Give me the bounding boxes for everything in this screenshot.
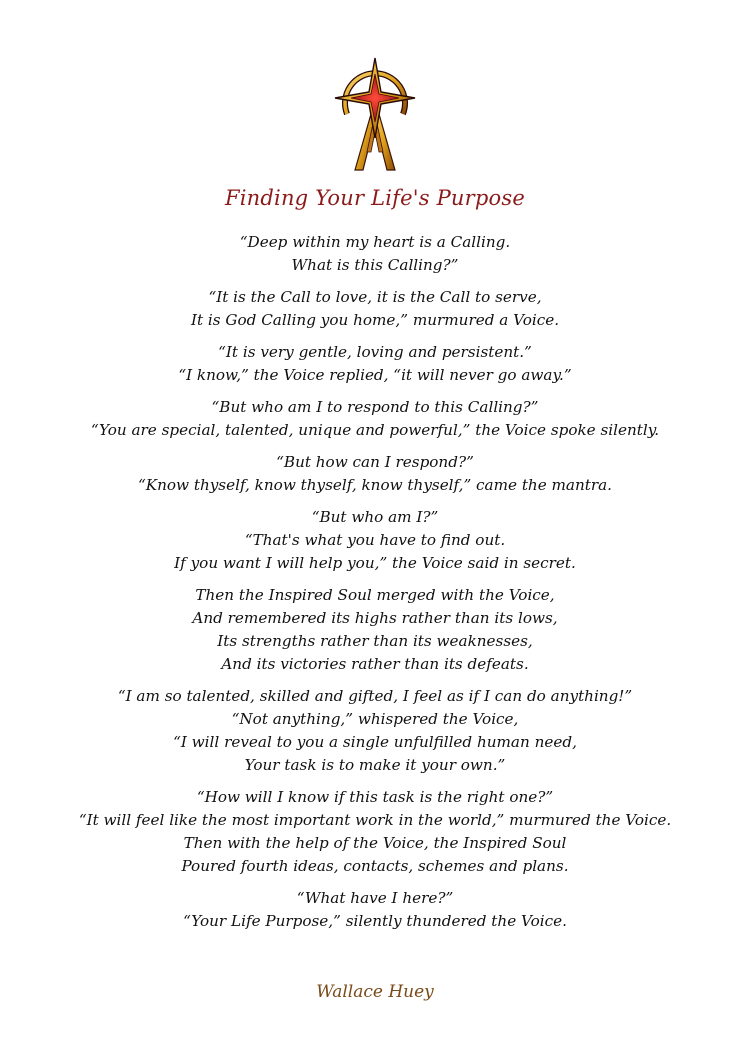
poem-stanza <box>0 286 750 332</box>
poem-line: Its strengths rather than its weaknesses, <box>217 632 533 650</box>
poem-stanza <box>0 341 750 387</box>
poem-line: Poured fourth ideas, contacts, schemes and plans. <box>181 857 569 875</box>
poem-line: “It is the Call to love, it is the Call to serve, <box>208 288 542 306</box>
poem-stanza <box>0 685 750 777</box>
poem-line: “What have I here?” <box>296 889 454 907</box>
poem-line: And its victories rather than its defeats. <box>221 655 529 673</box>
star-emblem-icon <box>325 52 425 174</box>
poem-line: “I am so talented, skilled and gifted, I feel as if I can do anything!” <box>117 687 633 705</box>
poem-stanza <box>0 786 750 878</box>
poem-line: “Deep within my heart is a Calling. <box>239 233 511 251</box>
poem-line: Your task is to make it your own.” <box>244 756 506 774</box>
poem-line: Then the Inspired Soul merged with the Voice, <box>195 586 555 604</box>
poem-line: “Your Life Purpose,” silently thundered the Voice. <box>183 912 567 930</box>
author-signature: Wallace Huey <box>316 982 434 1002</box>
poem-line: “But who am I to respond to this Calling?” <box>211 398 539 416</box>
poem-line: “It will feel like the most important work in the world,” murmured the Voice. <box>78 811 672 829</box>
poem-line: “I know,” the Voice replied, “it will never go away.” <box>178 366 572 384</box>
poem-line: “You are special, talented, unique and powerful,” the Voice spoke silently. <box>90 421 660 439</box>
poem-stanza <box>0 396 750 442</box>
poem-stanza <box>0 887 750 933</box>
poem-stanza <box>0 231 750 277</box>
poem-stanza <box>0 451 750 497</box>
poem-line: “It is very gentle, loving and persistent.” <box>218 343 532 361</box>
poem-line: “That's what you have to find out. <box>244 531 506 549</box>
poem-line: If you want I will help you,” the Voice said in secret. <box>174 554 576 572</box>
poem-line: It is God Calling you home,” murmured a Voice. <box>190 311 560 329</box>
poem-stanza <box>0 506 750 575</box>
poem-stanza <box>0 584 750 676</box>
poem-line: Then with the help of the Voice, the Inspired Soul <box>183 834 567 852</box>
poem-body <box>0 231 750 942</box>
poem-line: “How will I know if this task is the right one?” <box>196 788 554 806</box>
poem-line: “Know thyself, know thyself, know thyself,” came the mantra. <box>137 476 612 494</box>
poem-line: “I will reveal to you a single unfulfilled human need, <box>173 733 577 751</box>
poem-title: Finding Your Life's Purpose <box>224 186 525 210</box>
poem-line: “But how can I respond?” <box>276 453 474 471</box>
poem-line: “Not anything,” whispered the Voice, <box>231 710 519 728</box>
poem-line: What is this Calling?” <box>291 256 459 274</box>
poem-line: “But who am I?” <box>311 508 439 526</box>
poem-line: And remembered its highs rather than its lows, <box>192 609 558 627</box>
